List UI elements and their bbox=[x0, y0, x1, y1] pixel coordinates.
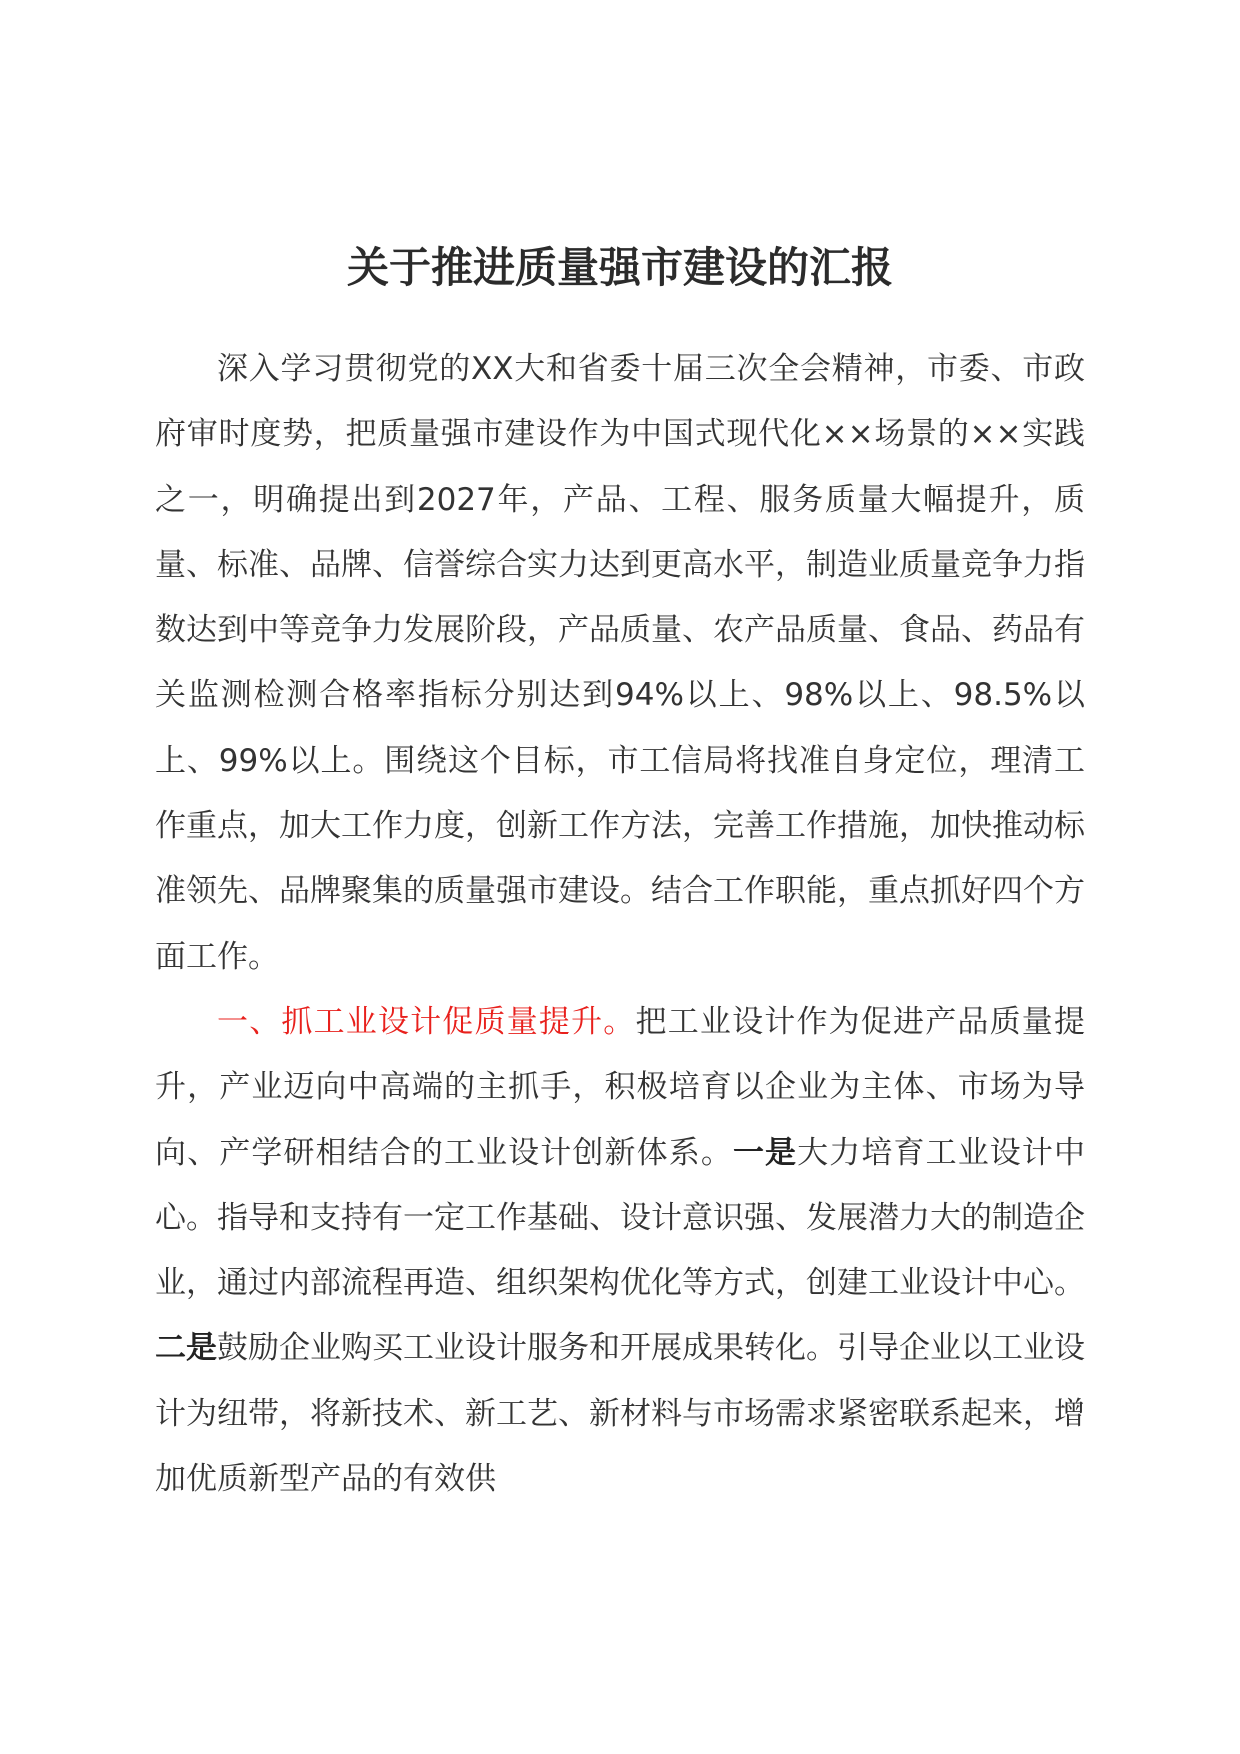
point-one-text: 大力培育工业设计中心。指导和支持有一定工作基础、设计意识强、发展潜力大的制造企业，通过内部流程再造、组织架构优化等方式，创建工业设计中心。 bbox=[155, 1134, 1086, 1302]
point-one-label: 一是 bbox=[732, 1134, 798, 1171]
point-two-text: 鼓励企业购买工业设计服务和开展成果转化。引导企业以工业设计为纽带，将新技术、新工艺、新材料与市场需求紧密联系起来，增加优质新型产品的有效供 bbox=[155, 1330, 1085, 1498]
document-body bbox=[155, 337, 1085, 1512]
section-one-text: 把工业设计作为促进产品质量提升，产业迈向中高端的主抓手，积极培育以企业为主体、市场为导向、产学研相结合的工业设计创新体系。 bbox=[155, 1003, 1085, 1171]
intro-paragraph: 深入学习贯彻党的XX大和省委十届三次全会精神，市委、市政府审时度势，把质量强市建设作为中国式现代化××场景的××实践之一，明确提出到2027年，产品、工程、服务质量大幅提升，质量、标准、品牌、信誉综合实力达到更高水平，制造业质量竞争力指数达到中等竞争力发展阶段，产品质量、农产品质量、食品、药品有关监测检测合格率指标分别达到94%以上、98%以上、98.5%以上、99%以上。围绕这个目标，市工信局将找准自身定位，理清工作重点，加大工作力度，创新工作方法，完善工作措施，加快推动标准领先、品牌聚集的质量强市建设。结合工作职能，重点抓好四个方面工作。 bbox=[155, 351, 1085, 975]
section-one-heading: 一、抓工业设计促质量提升。 bbox=[217, 1003, 636, 1040]
point-two-label: 二是 bbox=[155, 1330, 217, 1367]
document-title: 关于推进质量强市建设的汇报 bbox=[346, 243, 893, 292]
section-one-paragraph bbox=[155, 990, 1085, 1512]
